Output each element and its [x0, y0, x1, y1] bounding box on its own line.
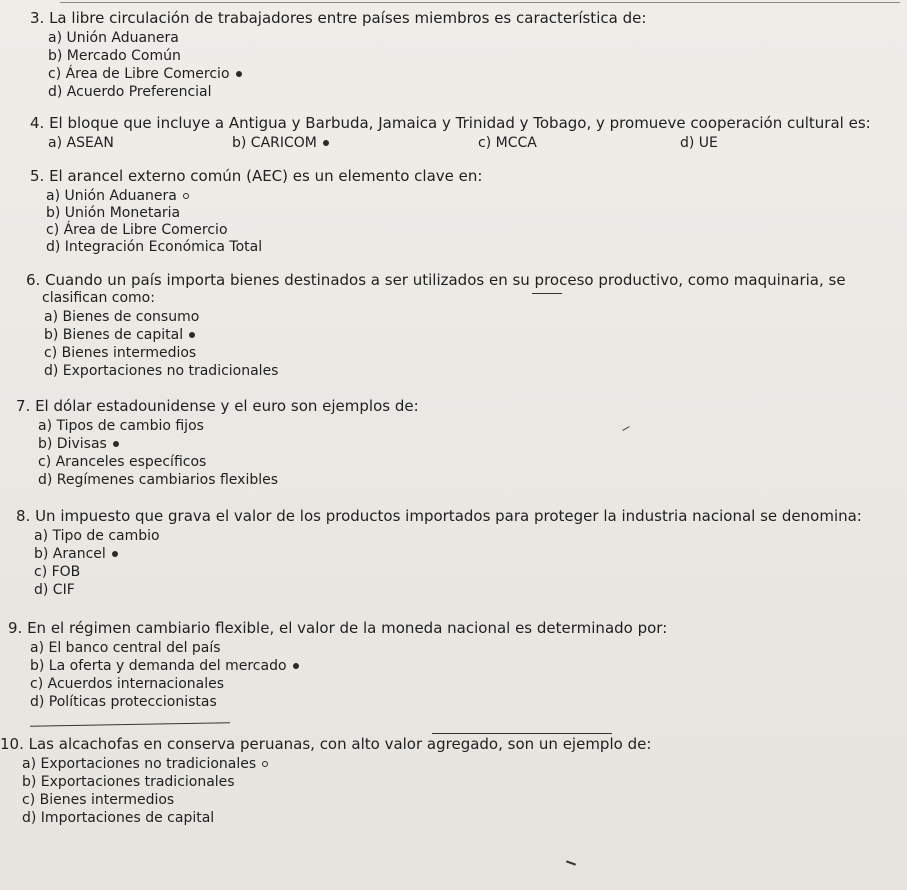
pen-stroke	[432, 733, 612, 734]
answer-mark-icon	[112, 551, 118, 557]
question-7-option-b-label: b) Divisas	[38, 436, 107, 452]
question-5-stem: 5. El arancel externo común (AEC) es un elemento clave en:	[30, 167, 483, 185]
answer-mark-icon	[262, 761, 268, 767]
question-9-option-a: a) El banco central del país	[30, 640, 221, 656]
question-9-option-b	[30, 658, 299, 674]
question-3-stem: 3. La libre circulación de trabajadores entre países miembros es característica de:	[30, 9, 647, 27]
question-6-option-b	[44, 327, 195, 343]
question-10-option-b: b) Exportaciones tradicionales	[22, 774, 235, 790]
question-5-option-d: d) Integración Económica Total	[46, 239, 263, 255]
question-8-option-c: c) FOB	[34, 564, 81, 580]
question-4-option-d: d) UE	[680, 135, 718, 151]
question-7-option-d: d) Regímenes cambiarios flexibles	[38, 472, 279, 488]
answer-mark-icon	[113, 441, 119, 447]
pen-stroke	[622, 426, 629, 431]
question-4-stem: 4. El bloque que incluye a Antigua y Barbuda, Jamaica y Trinidad y Tobago, y promueve cooperación cultural es:	[30, 114, 871, 132]
pen-stroke	[30, 722, 230, 726]
question-10-option-a-label: a) Exportaciones no tradicionales	[22, 756, 257, 772]
answer-mark-icon	[236, 71, 242, 77]
question-5-option-a-label: a) Unión Aduanera	[46, 188, 177, 204]
question-8-option-d: d) CIF	[34, 582, 75, 598]
pen-stroke	[532, 293, 562, 294]
question-8-option-b-label: b) Arancel	[34, 546, 106, 562]
question-6-option-d: d) Exportaciones no tradicionales	[44, 363, 279, 379]
question-8-option-a: a) Tipo de cambio	[34, 528, 160, 544]
question-7-option-a: a) Tipos de cambio fijos	[38, 418, 204, 434]
question-9-option-d: d) Políticas proteccionistas	[30, 694, 217, 710]
question-9-stem: 9. En el régimen cambiario flexible, el valor de la moneda nacional es determinado por:	[8, 619, 668, 637]
question-4-option-c: c) MCCA	[478, 135, 537, 151]
question-7-stem: 7. El dólar estadounidense y el euro son ejemplos de:	[16, 397, 419, 415]
question-6-option-a: a) Bienes de consumo	[44, 309, 200, 325]
question-5-option-c: c) Área de Libre Comercio	[46, 222, 228, 238]
question-10-option-c: c) Bienes intermedios	[22, 792, 175, 808]
top-rule	[60, 2, 900, 3]
question-10-stem: 10. Las alcachofas en conserva peruanas, con alto valor agregado, son un ejemplo de:	[0, 735, 652, 753]
question-3-option-c-label: c) Área de Libre Comercio	[48, 66, 230, 82]
question-10-option-d: d) Importaciones de capital	[22, 810, 215, 826]
question-6-stem-line-2: clasifican como:	[42, 290, 155, 306]
question-5-option-b: b) Unión Monetaria	[46, 205, 181, 221]
question-4-option-b-label: b) CARICOM	[232, 135, 317, 151]
pen-stroke	[566, 860, 576, 865]
question-6-option-b-label: b) Bienes de capital	[44, 327, 184, 343]
question-7-option-b	[38, 436, 119, 452]
question-4-option-a: a) ASEAN	[48, 135, 114, 151]
question-6-stem-line-1: 6. Cuando un país importa bienes destinados a ser utilizados en su proceso productivo, como maquinaria, se	[26, 271, 846, 289]
question-3-option-a: a) Unión Aduanera	[48, 30, 179, 46]
question-8-option-b	[34, 546, 118, 562]
question-3-option-b: b) Mercado Común	[48, 48, 181, 64]
question-9-option-b-label: b) La oferta y demanda del mercado	[30, 658, 287, 674]
answer-mark-icon	[183, 193, 189, 199]
question-6-option-c: c) Bienes intermedios	[44, 345, 197, 361]
question-3-option-d: d) Acuerdo Preferencial	[48, 84, 212, 100]
question-8-stem: 8. Un impuesto que grava el valor de los productos importados para proteger la industria nacional se denomina:	[16, 507, 862, 525]
answer-mark-icon	[323, 140, 329, 146]
answer-mark-icon	[293, 663, 299, 669]
question-9-option-c: c) Acuerdos internacionales	[30, 676, 225, 692]
question-10-option-a	[22, 756, 268, 772]
answer-mark-icon	[189, 332, 195, 338]
question-7-option-c: c) Aranceles específicos	[38, 454, 207, 470]
question-5-option-a	[46, 188, 189, 204]
question-4-option-b	[232, 135, 329, 151]
question-3-option-c	[48, 66, 242, 82]
